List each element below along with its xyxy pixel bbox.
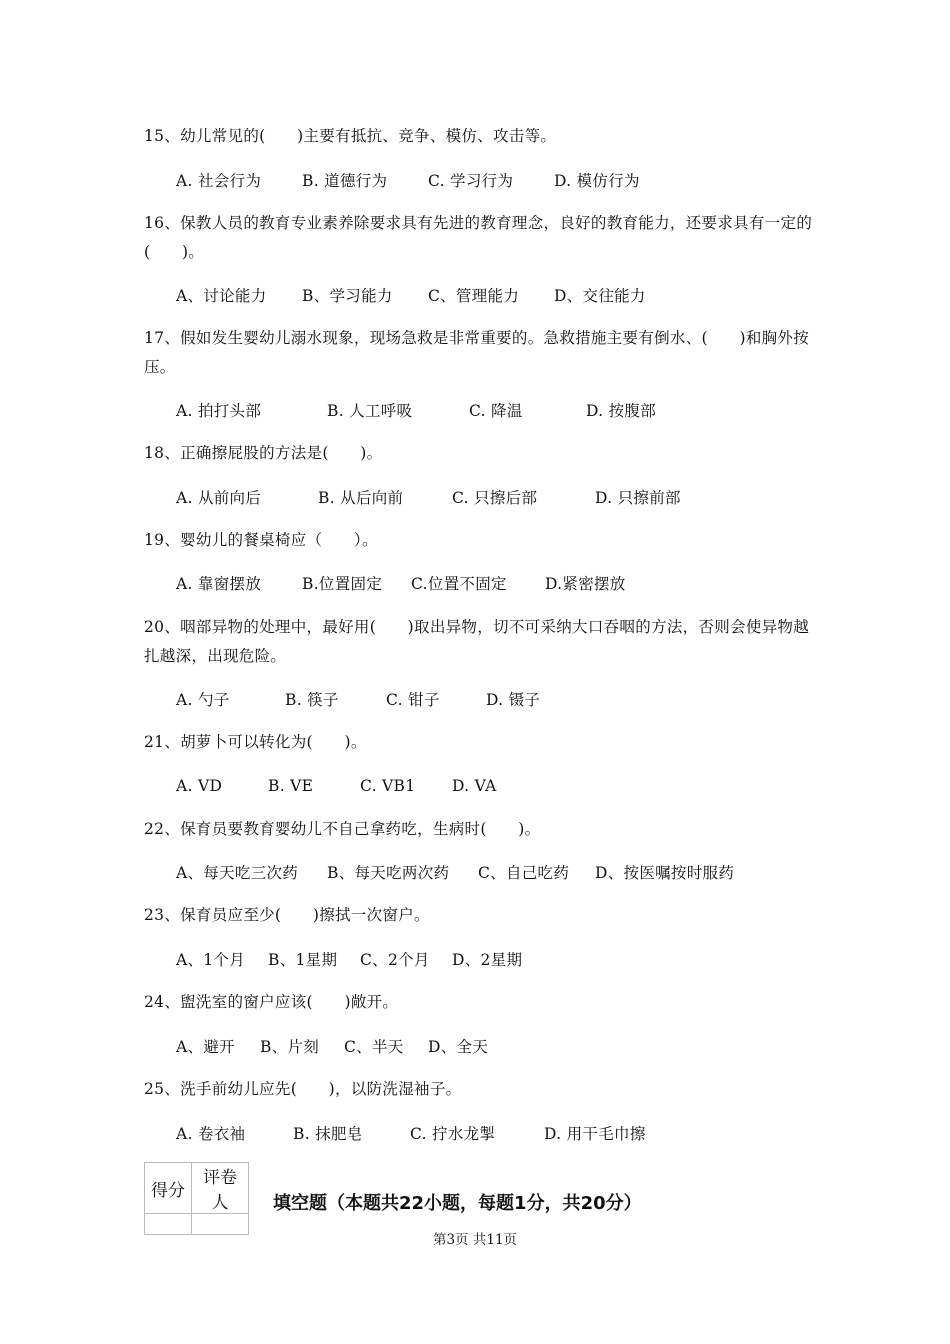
option-d: D、2星期 — [452, 951, 523, 969]
option-c: C、自己吃药 — [478, 864, 570, 882]
option-a: A、每天吃三次药 — [176, 864, 299, 882]
option-a: A、讨论能力 — [176, 287, 267, 305]
option-b: B. 筷子 — [285, 691, 339, 709]
option-a: A. 从前向后 — [176, 489, 262, 507]
options-21 — [176, 776, 497, 796]
score-table — [144, 1162, 249, 1235]
options-23 — [176, 950, 522, 970]
question-17: 17、假如发生婴幼儿溺水现象，现场急救是非常重要的。急救措施主要有倒水、( )和胸外按压。 — [144, 329, 810, 376]
option-c: C. 钳子 — [386, 691, 440, 709]
option-b: B. 从后向前 — [318, 489, 404, 507]
options-24 — [176, 1037, 488, 1057]
option-c: C. 只擦后部 — [452, 489, 538, 507]
option-a: A. 拍打头部 — [176, 402, 262, 420]
option-b: B. 抹肥皂 — [293, 1125, 363, 1143]
options-16 — [176, 286, 646, 306]
option-a: A、1个月 — [176, 951, 246, 969]
options-17 — [176, 401, 656, 421]
option-d: D. 镊子 — [486, 691, 541, 709]
option-a: A. 卷衣袖 — [176, 1125, 246, 1143]
question-25: 25、洗手前幼儿应先( )，以防洗湿袖子。 — [144, 1080, 462, 1098]
option-d: D. 用干毛巾擦 — [544, 1125, 646, 1143]
option-b: B、片刻 — [260, 1038, 320, 1056]
question-22: 22、保育员要教育婴幼儿不自己拿药吃，生病时( )。 — [144, 820, 541, 838]
page-footer: 第3页 共11页 — [432, 1232, 518, 1248]
options-20 — [176, 690, 540, 710]
section-title: 填空题（本题共22小题，每题1分，共20分） — [273, 1193, 642, 1214]
option-c: C、半天 — [344, 1038, 404, 1056]
option-c: C、2个月 — [360, 951, 430, 969]
question-19: 19、婴幼儿的餐桌椅应（ ）。 — [144, 531, 378, 549]
question-23: 23、保育员应至少( )擦拭一次窗户。 — [144, 906, 430, 924]
option-a: A、避开 — [176, 1038, 235, 1056]
question-16: 16、保教人员的教育专业素养除要求具有先进的教育理念，良好的教育能力，还要求具有一定的( )。 — [144, 214, 813, 261]
option-d: D、按医嘱按时服药 — [595, 864, 735, 882]
option-c: C. 降温 — [469, 402, 523, 420]
score-header: 得分 — [145, 1163, 192, 1214]
option-c: C. 拧水龙掣 — [410, 1125, 496, 1143]
option-d: D. 按腹部 — [586, 402, 657, 420]
option-b: B.位置固定 — [302, 575, 383, 593]
option-a: A. 靠窗摆放 — [176, 575, 262, 593]
option-b: B. VE — [268, 777, 314, 795]
options-18 — [176, 488, 681, 508]
question-24: 24、盥洗室的窗户应该( )敞开。 — [144, 993, 399, 1011]
option-b: B、1星期 — [268, 951, 338, 969]
option-b: B. 道德行为 — [302, 172, 388, 190]
question-20: 20、咽部异物的处理中，最好用( )取出异物，切不可采纳大口吞咽的方法，否则会使异物越扎越深，出现危险。 — [144, 618, 810, 665]
option-c: C. VB1 — [360, 777, 416, 795]
option-c: C.位置不固定 — [411, 575, 507, 593]
option-c: C、管理能力 — [428, 287, 520, 305]
options-25 — [176, 1124, 646, 1144]
options-19 — [176, 574, 626, 594]
option-a: A. 社会行为 — [176, 172, 262, 190]
question-21: 21、胡萝卜可以转化为( )。 — [144, 733, 367, 751]
options-15 — [176, 171, 640, 191]
option-b: B、学习能力 — [302, 287, 393, 305]
question-15: 15、幼儿常见的( )主要有抵抗、竞争、模仿、攻击等。 — [144, 127, 557, 145]
option-b: B、每天吃两次药 — [327, 864, 450, 882]
option-d: D. VA — [452, 777, 497, 795]
option-d: D、全天 — [428, 1038, 489, 1056]
option-b: B. 人工呼吸 — [327, 402, 413, 420]
option-d: D.紧密摆放 — [545, 575, 626, 593]
grader-header: 评卷人 — [192, 1163, 249, 1214]
option-d: D. 只擦前部 — [595, 489, 681, 507]
option-a: A. 勺子 — [176, 691, 230, 709]
question-18: 18、正确擦屁股的方法是( )。 — [144, 444, 383, 462]
option-d: D. 模仿行为 — [554, 172, 640, 190]
option-d: D、交往能力 — [554, 287, 646, 305]
options-22 — [176, 863, 734, 883]
option-c: C. 学习行为 — [428, 172, 514, 190]
option-a: A. VD — [176, 777, 223, 795]
